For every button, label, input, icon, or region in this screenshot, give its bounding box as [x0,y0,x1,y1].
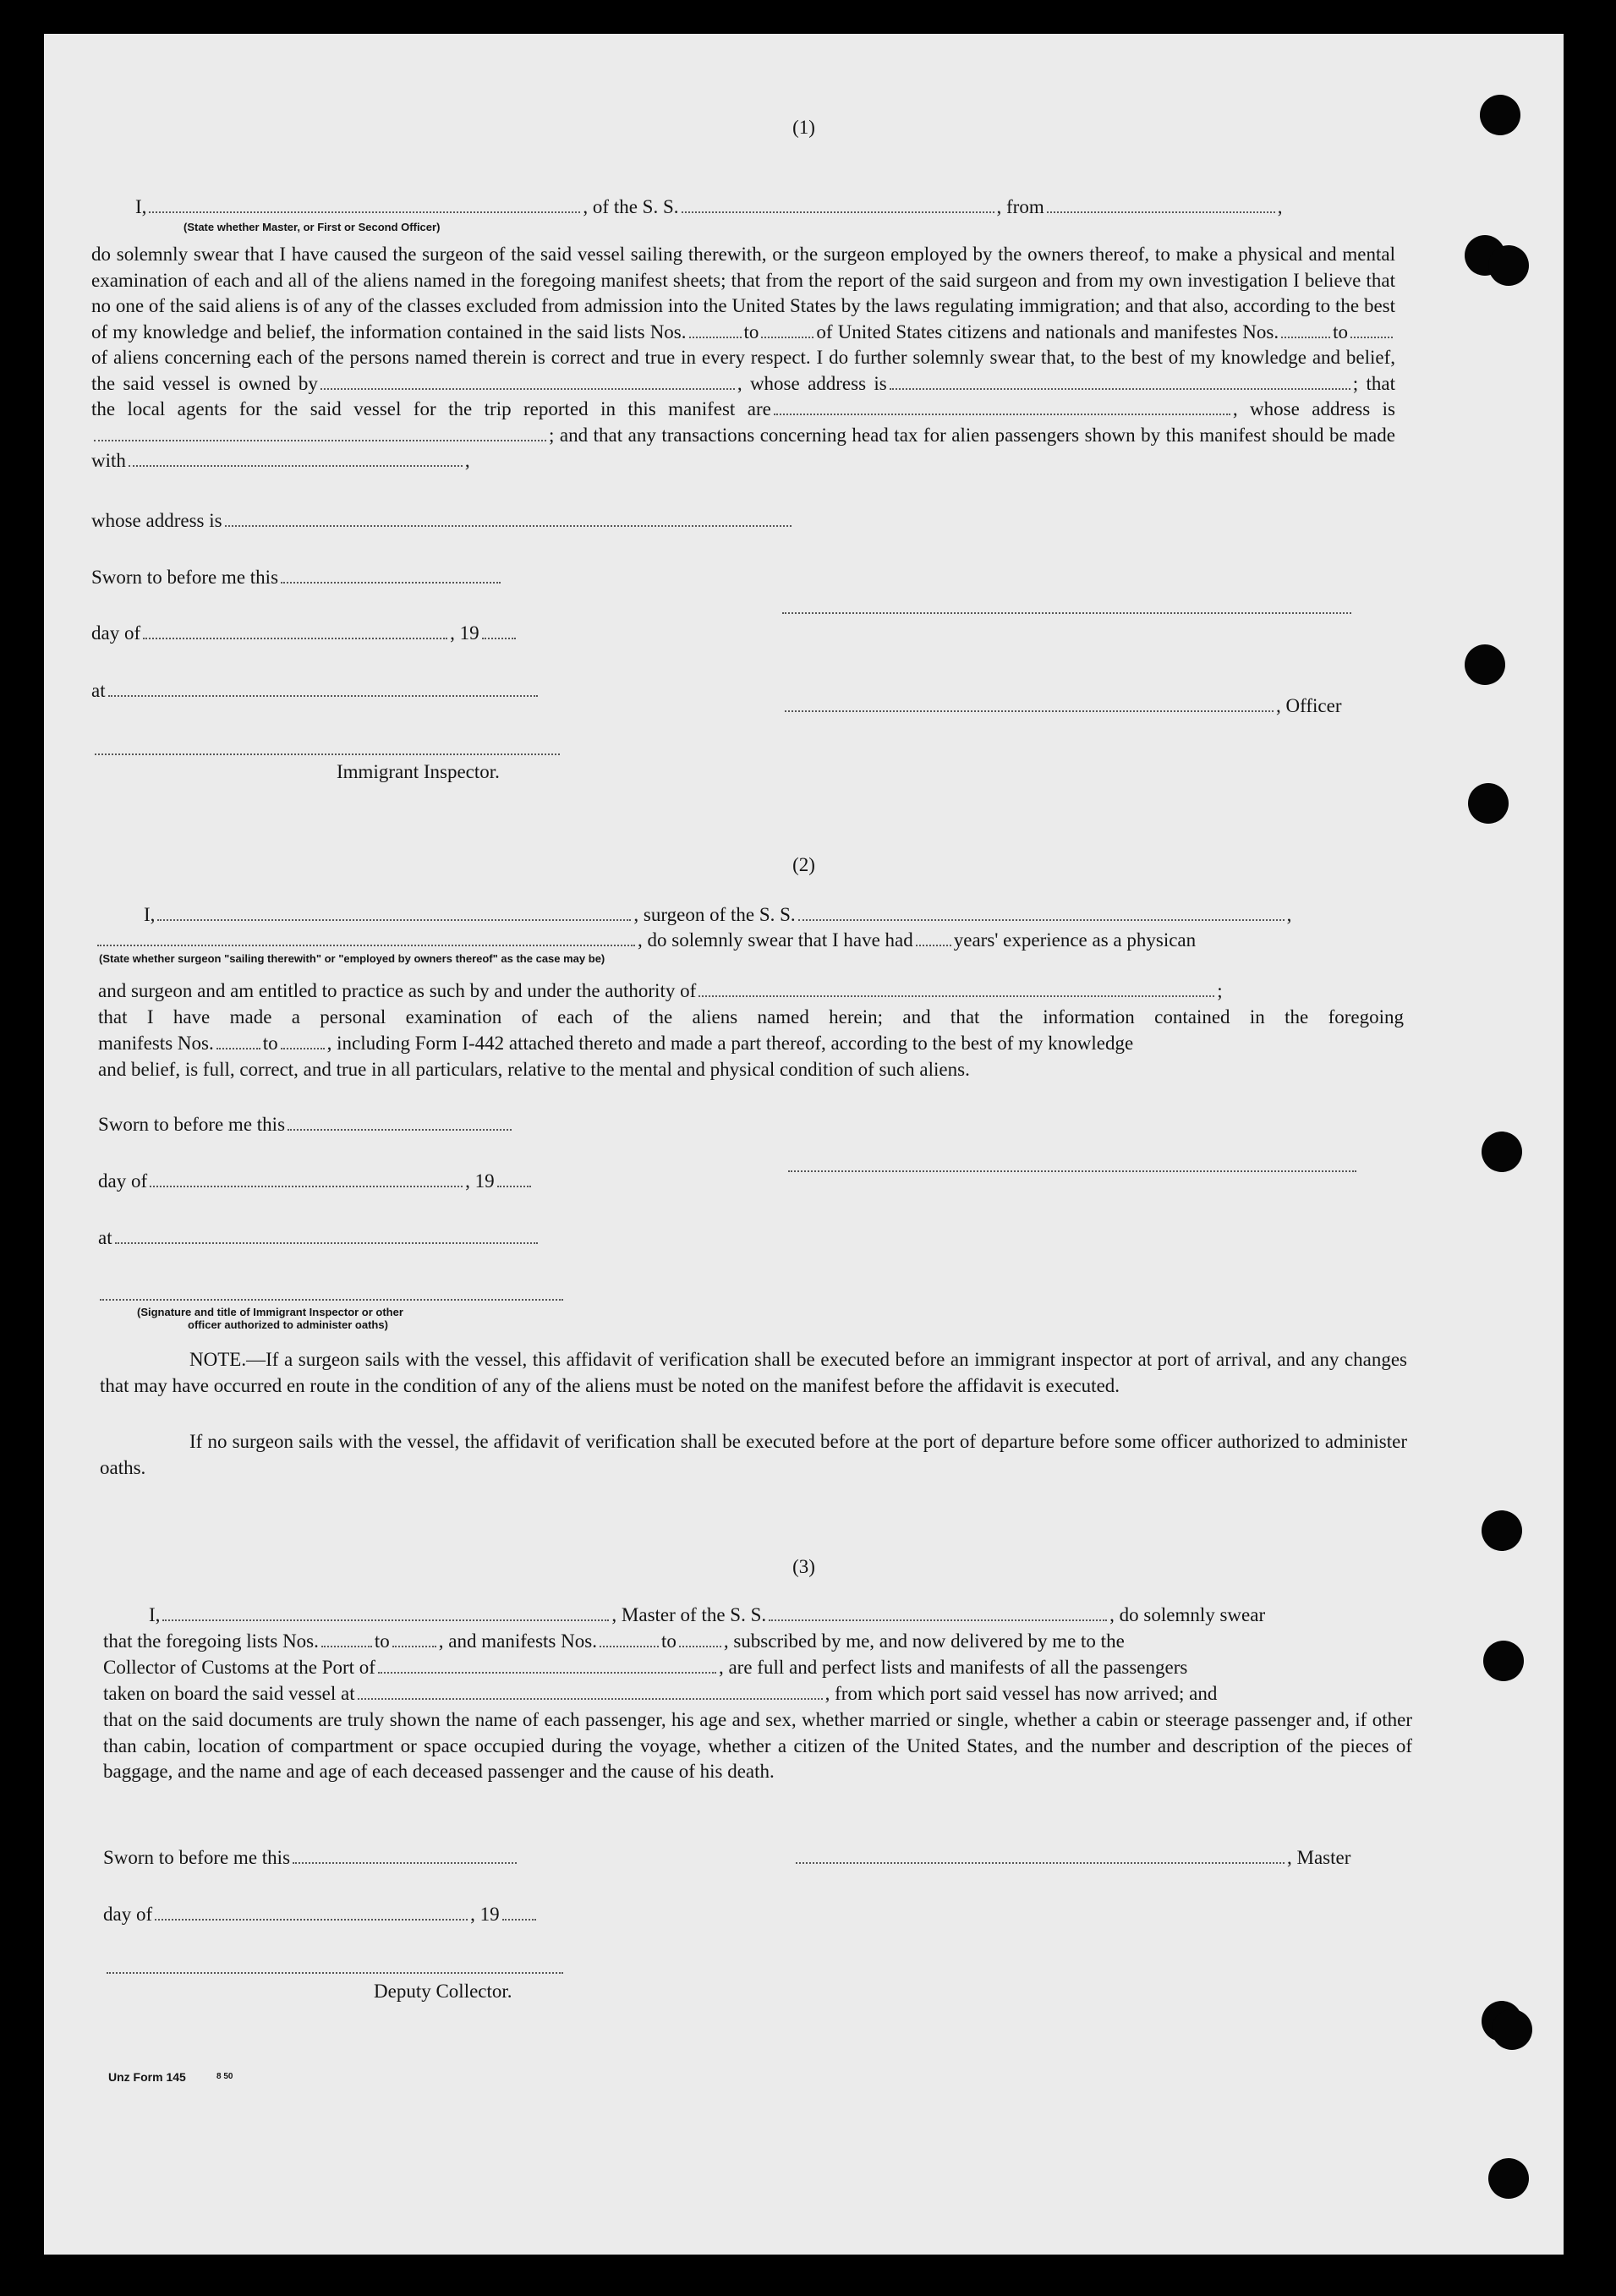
master-signature-line: , Master [793,1845,1350,1871]
section-2-line-3: and surgeon and am entitled to practice as such by and under the authority of ; [98,980,1223,1001]
deputy-signature-line[interactable] [107,1971,563,1974]
manifests-to-field[interactable] [1350,336,1393,338]
manifests-from-field[interactable] [1281,336,1330,338]
authority-field[interactable] [698,995,1214,997]
place-field[interactable] [108,694,538,697]
surgeon-vessel-field[interactable] [798,918,1285,921]
punch-hole [1468,783,1509,824]
sworn-date-field[interactable] [281,581,501,584]
officer-line: , Officer [782,693,1341,719]
of-ss-label: , of the S. S. [583,196,679,217]
month-field[interactable] [143,637,447,639]
deputy-label: Deputy Collector. [374,1981,512,2002]
years-field[interactable] [916,944,951,946]
from-port-field[interactable] [1047,211,1275,213]
form-number: Unz Form 145 [108,2070,186,2084]
surgeon-name-field[interactable] [157,918,631,921]
punch-hole [1465,644,1505,685]
punch-hole [1488,245,1529,286]
inspector-label: Immigrant Inspector. [337,761,500,782]
port-field[interactable] [378,1671,716,1674]
note-paragraph-1: NOTE.—If a surgeon sails with the vessel, this affidavit of verification shall be executed before an immigrant inspector at port of arrival, and any changes that may have occurred en route in the condition of any of the aliens must be noted on the manifest before the affidavit is executed. [100,1349,1407,1396]
owner-name-field[interactable] [320,387,735,390]
punch-hole [1488,2158,1529,2199]
section-3-body: that on the said documents are truly shown the name of each passenger, his age and sex, whether married or single, whether a cabin or steerage passenger and, if other than cabin, location of compartment or space occupied during the voyage, whether a citizen of the United States, and the number and description of the pieces of baggage, and the name and age of each deceased passenger and the cause of his death. [103,1709,1412,1782]
section-1-last-line: whose address is [91,508,794,534]
vessel-name-field[interactable] [682,211,994,213]
embarkation-port-field[interactable] [358,1697,823,1700]
agents-field[interactable] [774,413,1230,415]
form-page [44,34,1564,2255]
section-3-number: (3) [792,1556,815,1577]
section-3-line-1: I, , Master of the S. S. , do solemnly swear [149,1604,1266,1625]
section-2-line-4: that I have made a personal examination of each of the aliens named herein; and that the information contained in the foregoing [98,1006,1404,1027]
month-field[interactable] [150,1185,463,1187]
agents-address-field[interactable] [94,439,546,441]
master-signature-field[interactable] [796,1861,1285,1864]
sworn-date-field[interactable] [293,1861,517,1864]
lists-from-field[interactable] [689,336,742,338]
section-2-line-5: manifests Nos. to , including Form I-442 attached thereto and made a part thereof, according to the best of my knowledge [98,1033,1134,1054]
surgeon-status-field[interactable] [97,944,635,946]
section-3-line-2: that the foregoing lists Nos. to , and manifests Nos. to , subscribed by me, and now delivered by me to the [103,1630,1125,1652]
manifests-from-field[interactable] [600,1645,659,1647]
lists-from-field[interactable] [321,1645,372,1647]
master-vessel-field[interactable] [769,1619,1107,1621]
manifest-from-field[interactable] [216,1047,260,1049]
head-tax-contact-field[interactable] [129,464,463,467]
section-2-line-1: I, , surgeon of the S. S. , [144,904,1292,925]
at-line: at [98,1225,540,1251]
surgeon-signature-line[interactable] [788,1170,1356,1172]
sworn-line: Sworn to before me this [103,1845,519,1871]
manifest-to-field[interactable] [281,1047,325,1049]
punch-hole [1482,1132,1522,1172]
section-2-line-2: , do solemnly swear that I have had years' experience as a physican [95,928,1196,953]
from-label: , from [996,196,1044,217]
punch-hole [1482,1510,1522,1551]
sworn-date-field[interactable] [288,1128,512,1131]
master-name-field[interactable] [162,1619,609,1621]
head-tax-address-field[interactable] [225,524,792,527]
section-3-line-3: Collector of Customs at the Port of , are full and perfect lists and manifests of all the passengers [103,1657,1188,1678]
signature-note-1: (Signature and title of Immigrant Inspector or other [137,1306,403,1318]
signature-note-2: officer authorized to administer oaths) [188,1318,388,1331]
officer-name-field[interactable] [149,211,580,213]
officer-signature-field[interactable] [785,710,1274,712]
place-field[interactable] [115,1241,538,1244]
day-of-line: day of , 19 [91,621,518,646]
section-1-number: (1) [792,117,815,138]
day-of-line: day of , 19 [103,1902,539,1927]
sworn-line: Sworn to before me this [98,1112,514,1137]
inspector-signature-line[interactable] [100,1298,563,1301]
year-field[interactable] [482,637,516,639]
section-2-line-6: and belief, is full, correct, and true in all particulars, relative to the mental and physical condition of such aliens. [98,1059,970,1080]
note-paragraph-2: If no surgeon sails with the vessel, the affidavit of verification shall be executed before at the port of departure before some officer authorized to administer oaths. [100,1431,1407,1478]
pronoun-i: I, [135,196,147,217]
manifests-to-field[interactable] [679,1645,721,1647]
year-field[interactable] [502,1918,536,1921]
year-field[interactable] [497,1185,531,1187]
section-1-body: do solemnly swear that I have caused the surgeon of the said vessel sailing therewith, or the surgeon employed by the owners thereof, to make a physical and mental examination of each and all of the aliens named in the foregoing manifest sheets; that from the report of the said surgeon and from my own investigation I believe that no one of the said aliens is of any of the classes excluded from admission into the United States by the laws regulating immigration; and that also, according to the best of my knowledge and belief, the information contained in the said lists Nos. to of United States citizens and nationals and manifestes Nos. toof aliens concerning each of the persons named therein is correct and true in every respect. I do further solemnly swear that, to the best of my knowledge and belief, the said vessel is owned by , whose address is ; that the local agents for the said vessel for the trip reported in this manifest are , whose address is; and that any transactions concerning head tax for alien passengers shown by this manifest should be made with , [91,244,1395,471]
punch-hole [1483,1641,1524,1681]
sworn-line: Sworn to before me this [91,565,503,590]
inspector-signature-line[interactable] [95,753,560,755]
officer-rank-note: (State whether Master, or First or Second Officer) [184,221,441,233]
day-of-line: day of , 19 [98,1169,534,1194]
punch-hole [1492,2009,1532,2050]
lists-to-field[interactable] [392,1645,436,1647]
month-field[interactable] [155,1918,468,1921]
section-1-line-1: I, , of the S. S. , from , [135,196,1283,217]
surgeon-status-note: (State whether surgeon "sailing therewith" or "employed by owners thereof" as the case may be) [99,952,605,965]
at-line: at [91,678,540,704]
section-3-line-4: taken on board the said vessel at , from which port said vessel has now arrived; and [103,1683,1218,1704]
signature-line[interactable] [782,611,1351,614]
form-code: 8 50 [216,2072,233,2081]
owner-address-field[interactable] [890,387,1350,390]
section-2-number: (2) [792,854,815,875]
lists-to-field[interactable] [761,336,813,338]
